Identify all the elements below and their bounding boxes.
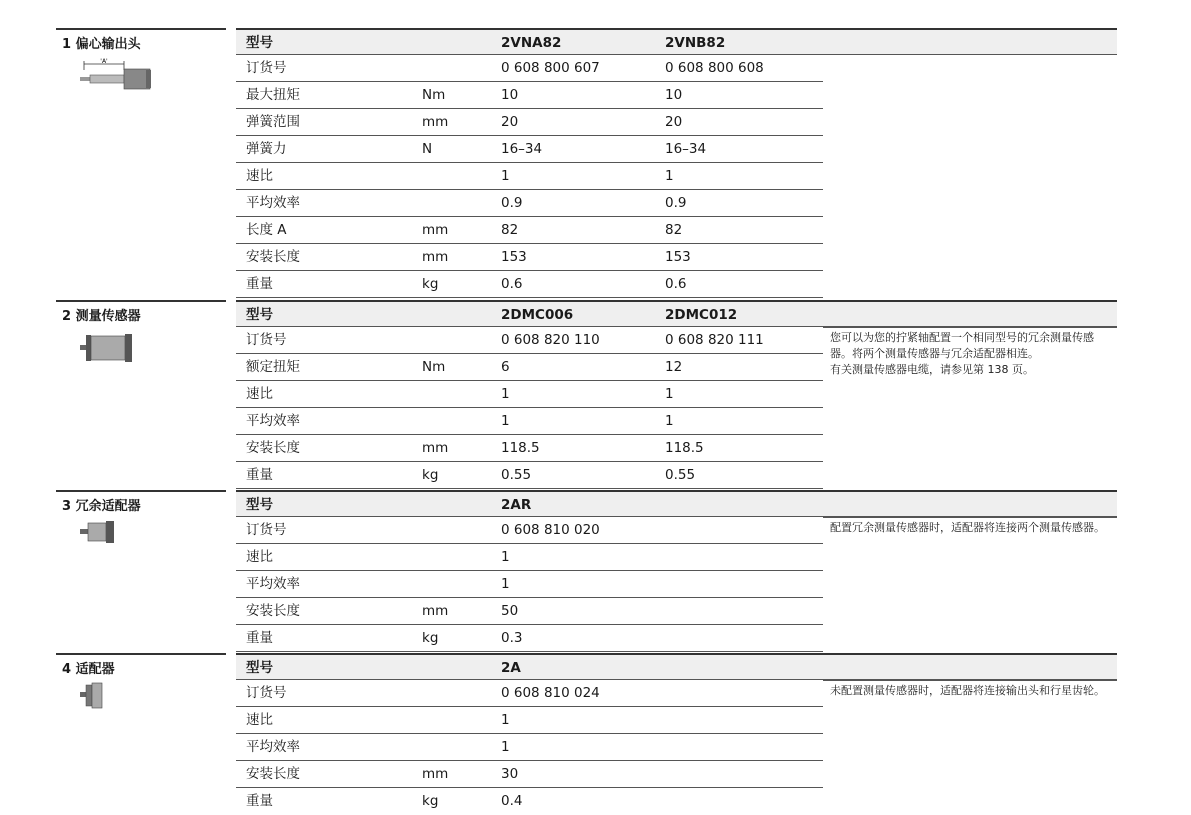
table-row xyxy=(236,408,823,435)
row-unit: kg xyxy=(422,793,439,809)
row-value-1: 0.6 xyxy=(501,276,523,292)
row-value-2: 0 608 800 608 xyxy=(665,60,764,76)
section-note xyxy=(830,330,1115,378)
row-label: 安装长度 xyxy=(246,603,300,619)
note-paragraph: 有关测量传感器电缆，请参见第 138 页。 xyxy=(830,363,1034,376)
row-unit: kg xyxy=(422,467,439,483)
dimension-label: 'A' xyxy=(100,58,108,65)
product-diagram-icon xyxy=(80,681,110,713)
row-unit: Nm xyxy=(422,359,446,375)
row-label: 订货号 xyxy=(246,522,287,538)
section-note xyxy=(830,520,1115,536)
row-label: 速比 xyxy=(246,386,273,402)
section-1 xyxy=(0,28,1191,298)
row-label: 长度 A xyxy=(246,222,287,238)
table-row xyxy=(236,55,823,82)
row-label: 安装长度 xyxy=(246,249,300,265)
row-unit: mm xyxy=(422,114,449,130)
row-label: 速比 xyxy=(246,549,273,565)
table-row xyxy=(236,217,823,244)
table-row xyxy=(236,109,823,136)
row-unit: mm xyxy=(422,222,449,238)
row-label: 速比 xyxy=(246,712,273,728)
row-value-2: 0.9 xyxy=(665,195,687,211)
row-value-2: 16–34 xyxy=(665,141,707,157)
section-rule xyxy=(56,28,226,30)
row-label: 额定扭矩 xyxy=(246,359,300,375)
row-unit: mm xyxy=(422,603,449,619)
table-row xyxy=(236,707,823,734)
row-label: 平均效率 xyxy=(246,576,300,592)
model-1: 2DMC006 xyxy=(501,307,574,323)
row-value-2: 1 xyxy=(665,168,674,184)
row-value-1: 1 xyxy=(501,386,510,402)
row-label: 订货号 xyxy=(246,685,287,701)
section-title: 3 冗余适配器 xyxy=(62,499,141,514)
table-row xyxy=(236,462,823,489)
row-label: 最大扭矩 xyxy=(246,87,300,103)
row-value-1: 20 xyxy=(501,114,519,130)
table-row xyxy=(236,271,823,298)
note-rule xyxy=(823,680,1117,681)
row-label: 订货号 xyxy=(246,332,287,348)
row-value-1: 16–34 xyxy=(501,141,543,157)
row-unit: kg xyxy=(422,276,439,292)
row-unit: N xyxy=(422,141,433,157)
row-label: 平均效率 xyxy=(246,195,300,211)
model-1: 2VNA82 xyxy=(501,35,562,51)
row-value-1: 6 xyxy=(501,359,510,375)
row-unit: mm xyxy=(422,249,449,265)
row-value-1: 0.55 xyxy=(501,467,532,483)
table-row xyxy=(236,517,823,544)
row-label: 订货号 xyxy=(246,60,287,76)
table-row xyxy=(236,354,823,381)
row-value-1: 0.9 xyxy=(501,195,523,211)
row-value-1: 10 xyxy=(501,87,519,103)
model-1: 2AR xyxy=(501,497,532,513)
section-title: 1 偏心输出头 xyxy=(62,37,141,52)
row-value-1: 1 xyxy=(501,168,510,184)
table-row xyxy=(236,598,823,625)
row-value-2: 1 xyxy=(665,386,674,402)
row-value-1: 1 xyxy=(501,576,510,592)
row-label: 弹簧力 xyxy=(246,141,287,157)
section-2 xyxy=(0,300,1191,489)
row-value-2: 0.6 xyxy=(665,276,687,292)
table-row xyxy=(236,327,823,354)
table-row xyxy=(236,82,823,109)
row-value-1: 82 xyxy=(501,222,519,238)
row-value-1: 0.3 xyxy=(501,630,523,646)
row-value-1: 0 608 810 024 xyxy=(501,685,600,701)
row-value-1: 30 xyxy=(501,766,519,782)
section-4 xyxy=(0,653,1191,815)
row-label: 重量 xyxy=(246,630,273,646)
row-unit: mm xyxy=(422,766,449,782)
row-value-1: 0 608 820 110 xyxy=(501,332,600,348)
row-value-1: 50 xyxy=(501,603,519,619)
row-value-2: 1 xyxy=(665,413,674,429)
model-1: 2A xyxy=(501,660,521,676)
row-label: 安装长度 xyxy=(246,440,300,456)
row-label: 弹簧范围 xyxy=(246,114,300,130)
table-row xyxy=(236,136,823,163)
note-paragraph: 未配置测量传感器时，适配器将连接输出头和行星齿轮。 xyxy=(830,684,1105,697)
row-label: 速比 xyxy=(246,168,273,184)
note-paragraph: 您可以为您的拧紧轴配置一个相同型号的冗余测量传感器。将两个测量传感器与冗余适配器相连。 xyxy=(830,331,1094,360)
row-value-1: 1 xyxy=(501,739,510,755)
table-row xyxy=(236,761,823,788)
table-row xyxy=(236,435,823,462)
row-value-2: 82 xyxy=(665,222,683,238)
product-diagram-icon xyxy=(80,518,120,550)
row-label: 安装长度 xyxy=(246,766,300,782)
table-row xyxy=(236,625,823,652)
row-value-2: 12 xyxy=(665,359,683,375)
section-note xyxy=(830,683,1115,699)
section-rule xyxy=(56,653,226,655)
table-row xyxy=(236,571,823,598)
row-value-1: 0.4 xyxy=(501,793,523,809)
table-row xyxy=(236,788,823,815)
note-rule xyxy=(823,517,1117,518)
row-value-1: 1 xyxy=(501,712,510,728)
row-value-2: 0.55 xyxy=(665,467,696,483)
section-rule xyxy=(56,300,226,302)
row-value-1: 118.5 xyxy=(501,440,540,456)
model-2: 2VNB82 xyxy=(665,35,726,51)
header-label: 型号 xyxy=(246,35,273,51)
row-value-1: 1 xyxy=(501,413,510,429)
row-value-1: 1 xyxy=(501,549,510,565)
table-header-row xyxy=(236,490,1117,517)
model-2: 2DMC012 xyxy=(665,307,738,323)
section-rule xyxy=(56,490,226,492)
header-label: 型号 xyxy=(246,307,273,323)
row-label: 平均效率 xyxy=(246,739,300,755)
table-row xyxy=(236,544,823,571)
table-row xyxy=(236,381,823,408)
table-header-row xyxy=(236,653,1117,680)
row-label: 平均效率 xyxy=(246,413,300,429)
table-row xyxy=(236,190,823,217)
section-title: 2 测量传感器 xyxy=(62,309,141,324)
row-value-2: 118.5 xyxy=(665,440,704,456)
table-header-row xyxy=(236,300,1117,327)
product-diagram-icon xyxy=(80,58,152,96)
row-value-1: 0 608 810 020 xyxy=(501,522,600,538)
table-row xyxy=(236,244,823,271)
row-value-2: 153 xyxy=(665,249,691,265)
table-row xyxy=(236,734,823,761)
note-paragraph: 配置冗余测量传感器时，适配器将连接两个测量传感器。 xyxy=(830,521,1105,534)
row-unit: mm xyxy=(422,440,449,456)
note-rule xyxy=(823,327,1117,328)
header-label: 型号 xyxy=(246,497,273,513)
row-unit: kg xyxy=(422,630,439,646)
product-diagram-icon xyxy=(80,330,134,368)
row-value-1: 0 608 800 607 xyxy=(501,60,600,76)
table-row xyxy=(236,680,823,707)
row-value-2: 20 xyxy=(665,114,683,130)
row-value-1: 153 xyxy=(501,249,527,265)
row-value-2: 10 xyxy=(665,87,683,103)
row-label: 重量 xyxy=(246,276,273,292)
table-header-row xyxy=(236,28,1117,55)
row-unit: Nm xyxy=(422,87,446,103)
header-label: 型号 xyxy=(246,660,273,676)
row-value-2: 0 608 820 111 xyxy=(665,332,764,348)
row-label: 重量 xyxy=(246,467,273,483)
row-label: 重量 xyxy=(246,793,273,809)
section-title: 4 适配器 xyxy=(62,662,115,677)
table-row xyxy=(236,163,823,190)
section-3 xyxy=(0,490,1191,652)
